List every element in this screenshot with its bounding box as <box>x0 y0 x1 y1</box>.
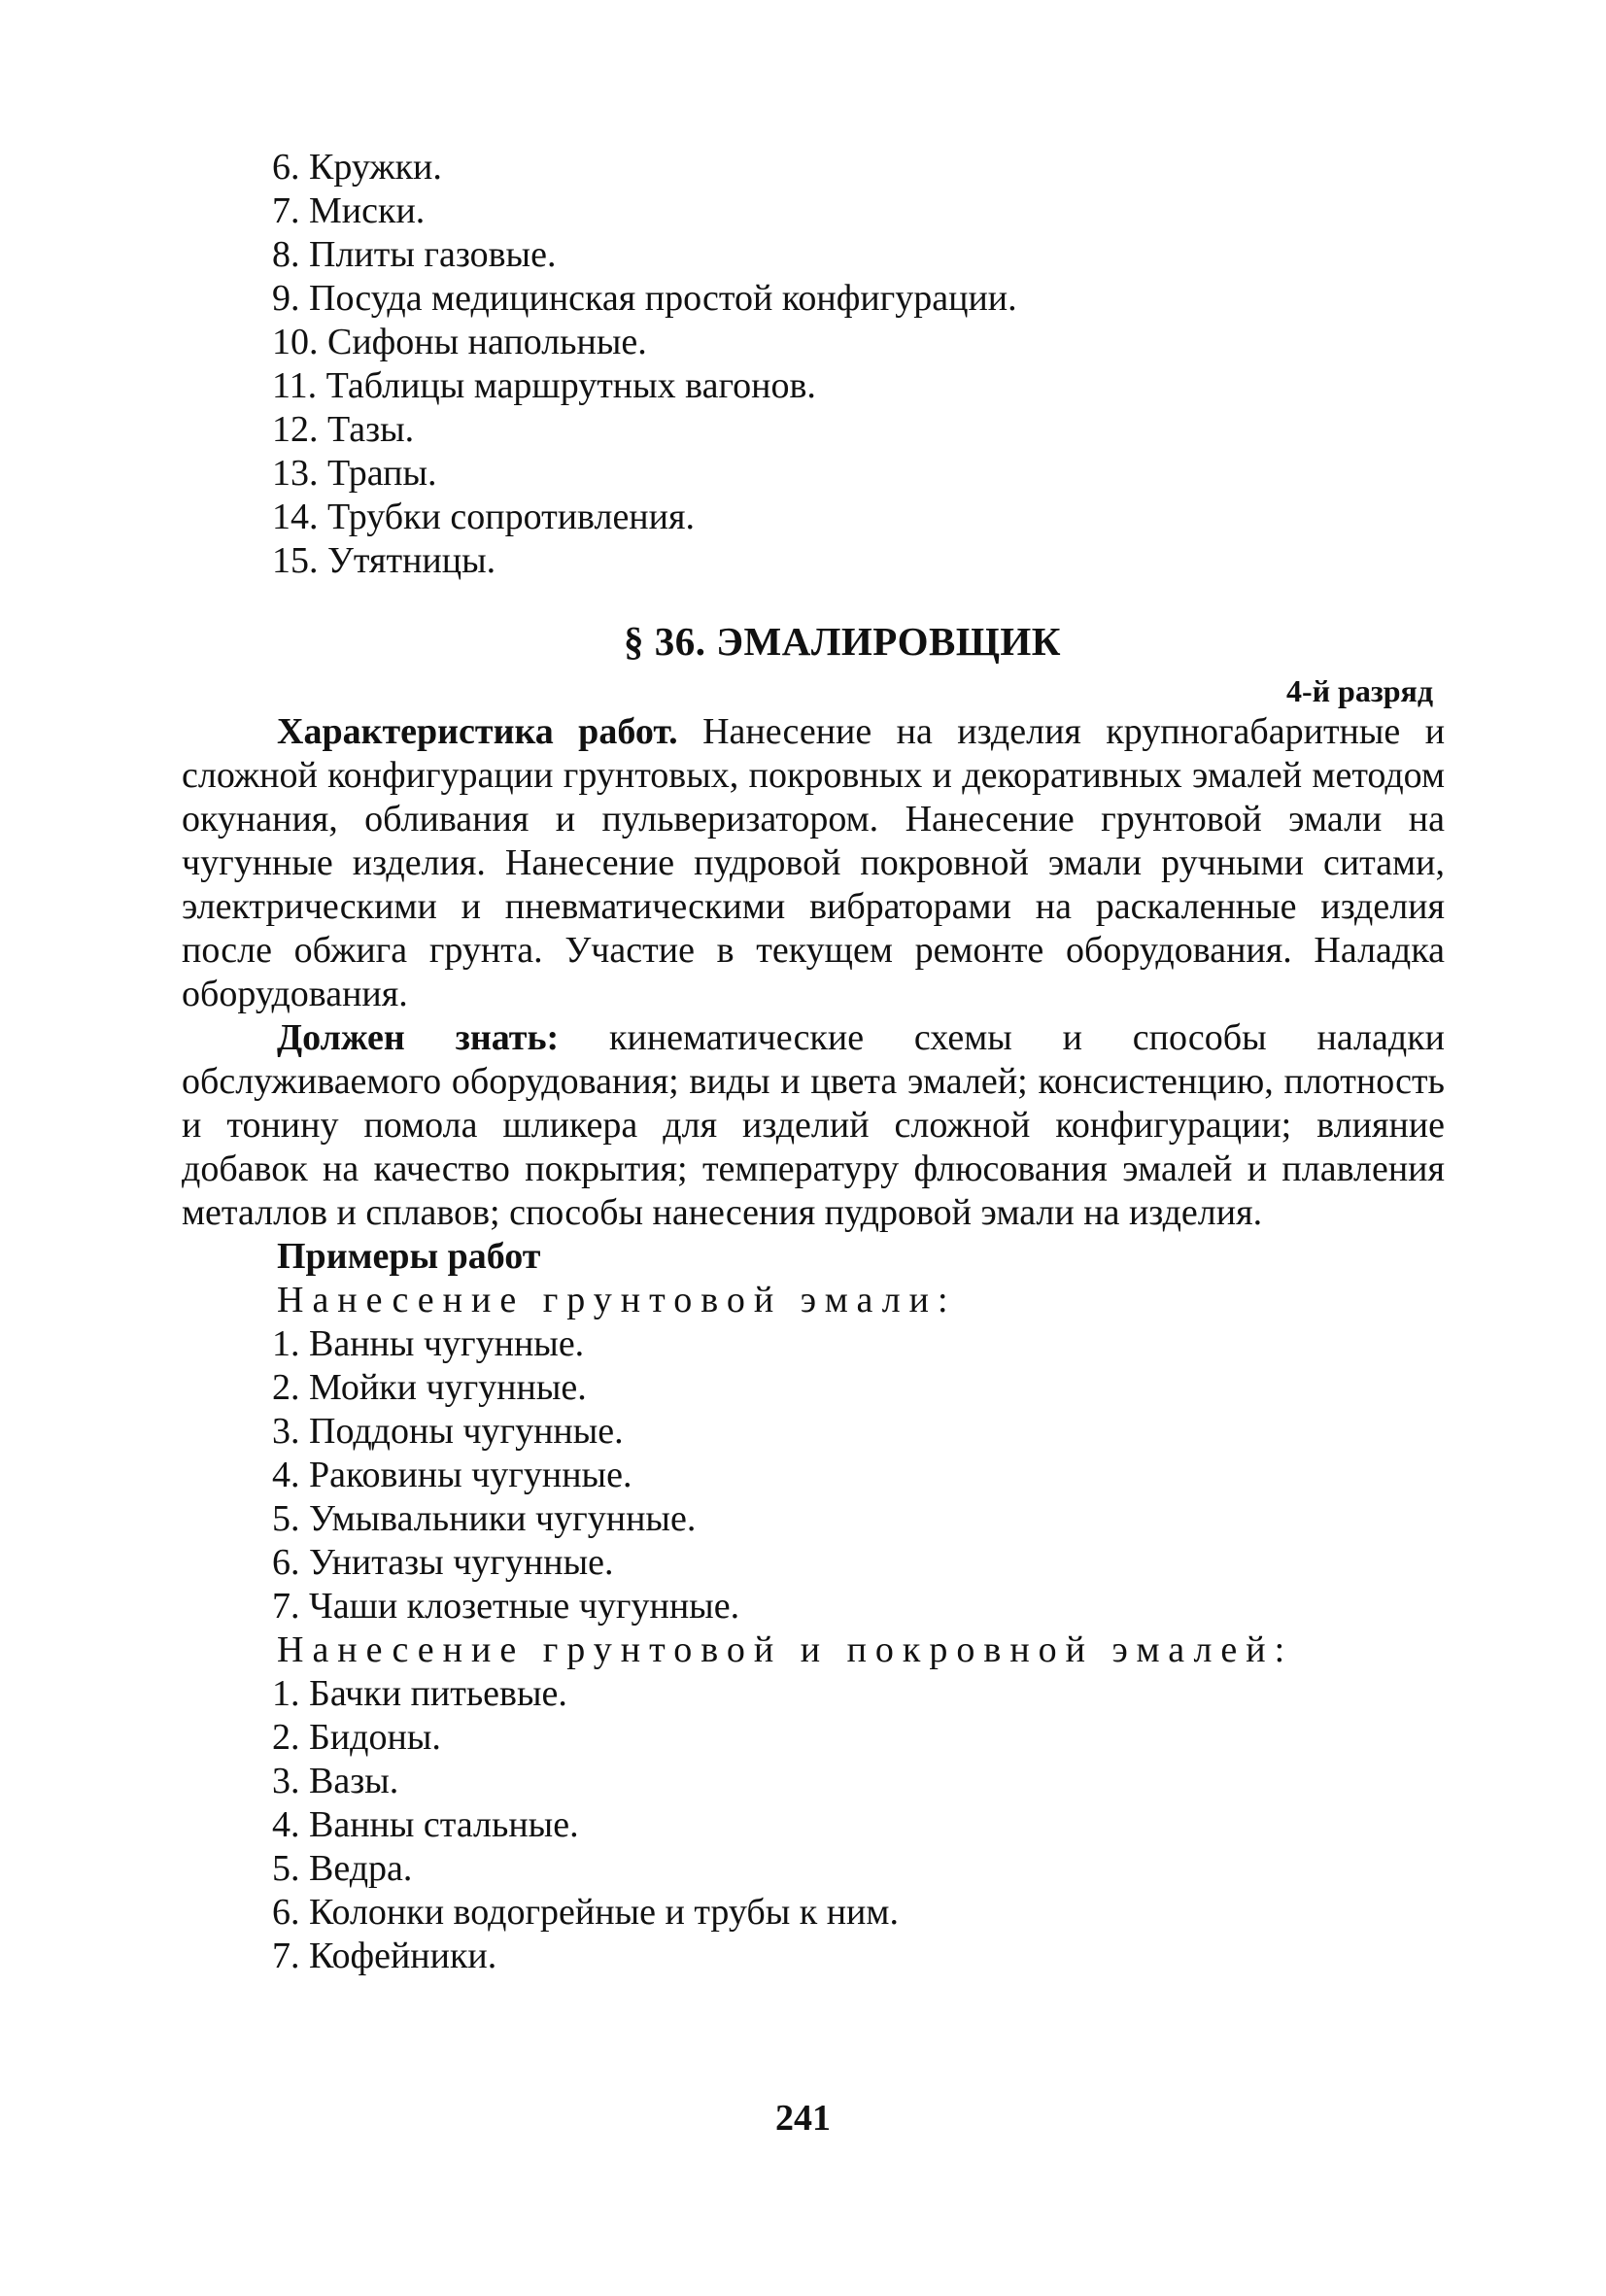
knowledge-paragraph <box>182 1016 1445 1235</box>
list-item: 7. Кофейники. <box>272 1936 497 1976</box>
group1-title: Нанесение грунтовой эмали: <box>277 1280 957 1320</box>
list-item: 1. Бачки питьевые. <box>272 1673 567 1714</box>
list-item: 3. Вазы. <box>272 1761 399 1801</box>
list-item: 4. Ванны стальные. <box>272 1804 579 1845</box>
group2-list <box>182 1672 1445 1978</box>
list-item: 6. Кружки. <box>272 147 442 188</box>
knowledge-text: кинематические схемы и способы наладки обслуживаемого оборудования; виды и цвета эмалей; консистенцию, плотность и тонину помола шликера для изделий сложной конфигурации; влияние добавок на качество покрытия; температуру флюсования эмалей и плавления металлов и сплавов; способы нанесения пудровой эмали на изделия. <box>182 1017 1445 1233</box>
characteristics-label: Характеристика работ. <box>277 711 678 752</box>
list-item: 14. Трубки сопротивления. <box>272 497 695 537</box>
list-item: 6. Унитазы чугунные. <box>272 1542 614 1583</box>
list-item: 5. Умывальники чугунные. <box>272 1498 697 1539</box>
list-item: 15. Утятницы. <box>272 540 496 581</box>
list-item: 10. Сифоны напольные. <box>272 322 647 362</box>
group2-title: Нанесение грунтовой и покровной эмалей: <box>277 1629 1294 1670</box>
list-item: 9. Посуда медицинская простой конфигурации. <box>272 278 1017 319</box>
knowledge-label: Должен знать: <box>277 1017 560 1058</box>
list-item: 8. Плиты газовые. <box>272 234 557 275</box>
list-item: 2. Мойки чугунные. <box>272 1367 587 1408</box>
list-item: 5. Ведра. <box>272 1848 413 1889</box>
list-item: 7. Чаши клозетные чугунные. <box>272 1586 740 1627</box>
list-item: 4. Раковины чугунные. <box>272 1455 632 1495</box>
list-item: 2. Бидоны. <box>272 1717 441 1758</box>
grade-label: 4-й разряд <box>1285 673 1433 708</box>
examples-heading: Примеры работ <box>277 1236 541 1277</box>
list-item: 7. Миски. <box>272 190 426 231</box>
group1-list <box>182 1322 1445 1628</box>
top-list <box>182 146 1445 583</box>
list-item: 6. Колонки водогрейные и трубы к ним. <box>272 1892 899 1933</box>
list-item: 1. Ванны чугунные. <box>272 1323 585 1364</box>
list-item: 13. Трапы. <box>272 453 437 494</box>
characteristics-text: Нанесение на изделия крупногабаритные и сложной конфигурации грунтовых, покровных и декоративных эмалей методом окунания, обливания и пульверизатором. Нанесение грунтовой эмали на чугунные изделия. Нанесение пудровой покровной эмали ручными ситами, электрическими и пневматическими вибраторами на раскаленные изделия после обжига грунта. Участие в текущем ремонте оборудования. Наладка оборудования. <box>182 711 1446 1014</box>
page-content <box>182 146 1445 1978</box>
list-item: 12. Тазы. <box>272 409 415 450</box>
page-number: 241 <box>775 2098 831 2139</box>
characteristics-paragraph <box>182 710 1445 1016</box>
section-title: § 36. ЭМАЛИРОВЩИК <box>624 619 1061 664</box>
list-item: 11. Таблицы маршрутных вагонов. <box>272 365 816 406</box>
list-item: 3. Поддоны чугунные. <box>272 1411 624 1452</box>
